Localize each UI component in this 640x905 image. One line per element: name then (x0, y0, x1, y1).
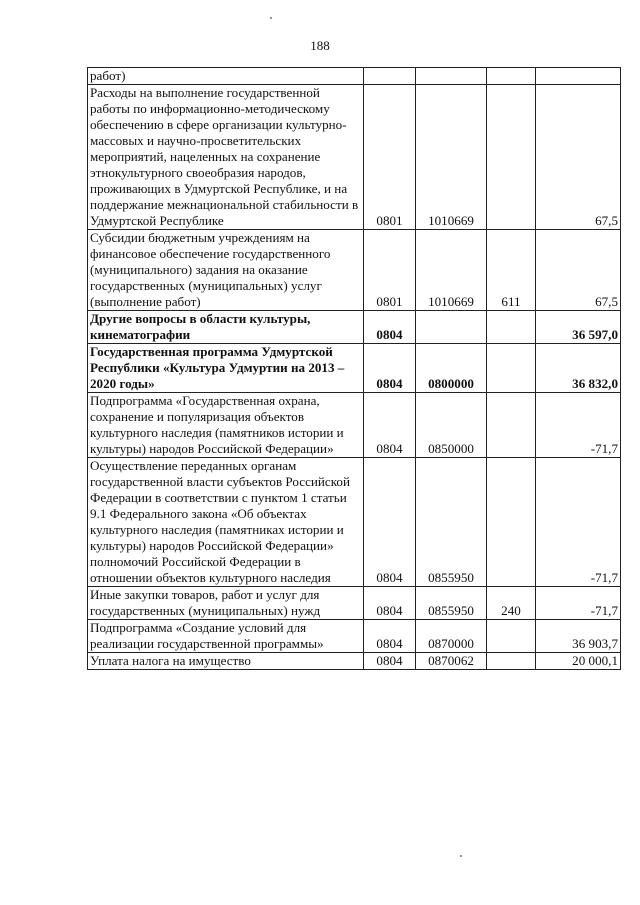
table-row (88, 85, 621, 230)
row-target-article-cell: 1010669 (416, 230, 487, 311)
row-section-code-cell (364, 68, 416, 85)
table-row (88, 620, 621, 653)
row-amount-cell: -71,7 (536, 458, 621, 587)
row-amount-cell: -71,7 (536, 587, 621, 620)
row-amount-cell: 20 000,1 (536, 653, 621, 670)
row-section-code-cell: 0801 (364, 230, 416, 311)
row-expense-type-cell (487, 458, 536, 587)
row-target-article-cell: 0800000 (416, 344, 487, 393)
row-name-cell: Другие вопросы в области культуры, кинематографии (88, 311, 364, 344)
budget-table (87, 67, 621, 670)
table-row (88, 587, 621, 620)
row-section-code-cell: 0804 (364, 311, 416, 344)
row-amount-cell: 36 832,0 (536, 344, 621, 393)
row-section-code-cell: 0804 (364, 653, 416, 670)
row-target-article-cell: 0850000 (416, 393, 487, 458)
scan-speck (270, 17, 272, 19)
row-name-cell: Осуществление переданных органам государственной власти субъектов Российской Федерации в соответствии с пунктом 1 статьи 9.1 Федерального закона «Об объектах культурного наследия (памятниках истории и культуры) народов Российской Федерации» полномочий Российской Федерации в отношении объектов культурного наследия (88, 458, 364, 587)
row-name-cell: работ) (88, 68, 364, 85)
row-expense-type-cell (487, 85, 536, 230)
row-amount-cell: -71,7 (536, 393, 621, 458)
row-amount-cell: 67,5 (536, 85, 621, 230)
row-target-article-cell (416, 311, 487, 344)
budget-table-body (88, 68, 621, 670)
row-target-article-cell (416, 68, 487, 85)
row-expense-type-cell (487, 653, 536, 670)
row-expense-type-cell (487, 68, 536, 85)
page-number: 188 (310, 38, 330, 53)
row-section-code-cell: 0801 (364, 85, 416, 230)
table-row (88, 653, 621, 670)
row-amount-cell: 36 903,7 (536, 620, 621, 653)
row-section-code-cell: 0804 (364, 344, 416, 393)
table-row (88, 458, 621, 587)
table-row (88, 230, 621, 311)
scan-speck (460, 855, 462, 857)
row-section-code-cell: 0804 (364, 393, 416, 458)
row-amount-cell: 67,5 (536, 230, 621, 311)
row-target-article-cell: 0855950 (416, 458, 487, 587)
table-row (88, 311, 621, 344)
row-name-cell: Государственная программа Удмуртской Республики «Культура Удмуртии на 2013 – 2020 годы» (88, 344, 364, 393)
row-name-cell: Иные закупки товаров, работ и услуг для государственных (муниципальных) нужд (88, 587, 364, 620)
row-name-cell: Подпрограмма «Создание условий для реализации государственной программы» (88, 620, 364, 653)
row-section-code-cell: 0804 (364, 587, 416, 620)
table-row (88, 68, 621, 85)
row-name-cell: Уплата налога на имущество (88, 653, 364, 670)
row-expense-type-cell: 240 (487, 587, 536, 620)
row-expense-type-cell: 611 (487, 230, 536, 311)
row-expense-type-cell (487, 344, 536, 393)
row-name-cell: Подпрограмма «Государственная охрана, сохранение и популяризация объектов культурного наследия (памятников истории и культуры) народов Российской Федерации» (88, 393, 364, 458)
row-target-article-cell: 0870062 (416, 653, 487, 670)
row-amount-cell: 36 597,0 (536, 311, 621, 344)
row-expense-type-cell (487, 393, 536, 458)
table-row (88, 393, 621, 458)
row-amount-cell (536, 68, 621, 85)
row-expense-type-cell (487, 620, 536, 653)
row-section-code-cell: 0804 (364, 620, 416, 653)
row-name-cell: Субсидии бюджетным учреждениям на финансовое обеспечение государственного (муниципального) задания на оказание государственных (муниципальных) услуг (выполнение работ) (88, 230, 364, 311)
row-name-cell: Расходы на выполнение государственной работы по информационно-методическому обеспечению в сфере организации культурно-массовых и научно-просветительских мероприятий, нацеленных на сохранение этнокультурного своеобразия народов, проживающих в Удмуртской Республике, и на поддержание межнациональной стабильности в Удмуртской Республике (88, 85, 364, 230)
row-target-article-cell: 0870000 (416, 620, 487, 653)
row-expense-type-cell (487, 311, 536, 344)
row-target-article-cell: 0855950 (416, 587, 487, 620)
row-section-code-cell: 0804 (364, 458, 416, 587)
table-row (88, 344, 621, 393)
row-target-article-cell: 1010669 (416, 85, 487, 230)
